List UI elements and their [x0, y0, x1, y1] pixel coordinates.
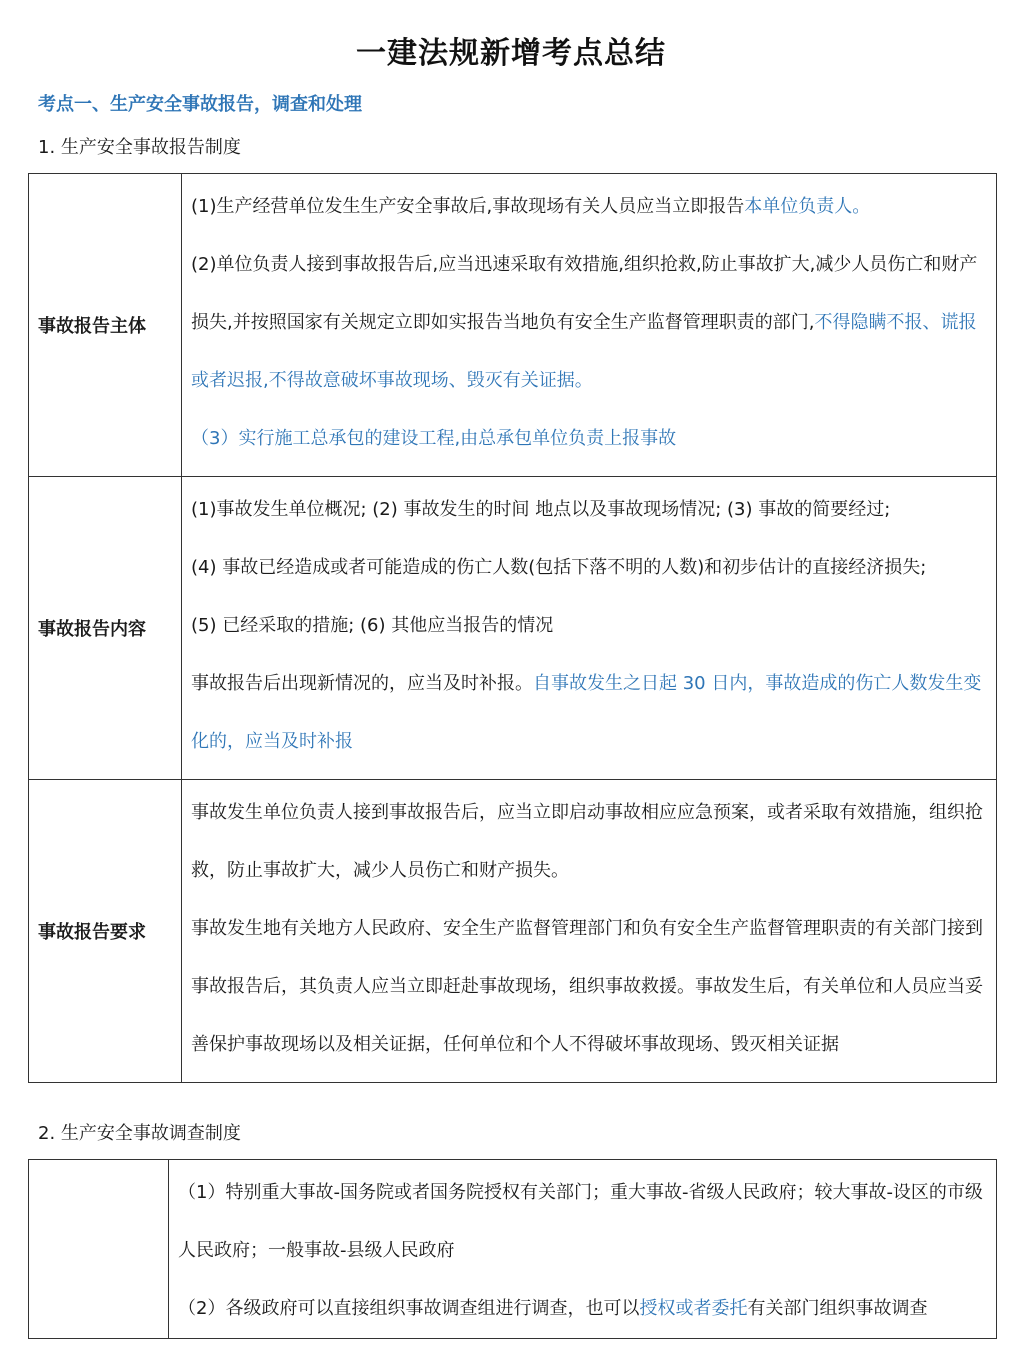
highlight-text: 不得隐瞒不报、谎报或者迟报,不得故意破坏事故现场、毁灭有关证据。	[191, 312, 977, 391]
paragraph: (4) 事故已经造成或者可能造成的伤亡人数(包括下落不明的人数)和初步估计的直接经济损失;	[191, 557, 927, 578]
row-content	[182, 477, 997, 780]
table-row	[29, 780, 997, 1083]
paragraph	[191, 178, 988, 236]
subsection-heading-investigation: 2. 生产安全事故调查制度	[38, 1123, 241, 1144]
paragraph: 事故发生单位负责人接到事故报告后，应当立即启动事故相应应急预案，或者采取有效措施，组织抢救，防止事故扩大，减少人员伤亡和财产损失。	[191, 802, 983, 881]
table-row	[29, 477, 997, 780]
text: （2）各级政府可以直接组织事故调查组进行调查，也可以	[178, 1298, 640, 1319]
highlight-text: 自事故发生之日起 30 日内，事故造成的伤亡人数发生变化的，应当及时补报	[191, 673, 982, 752]
subsection-heading-report: 1. 生产安全事故报告制度	[38, 137, 241, 158]
text: 事故报告后出现新情况的，应当及时补报。	[191, 673, 533, 694]
paragraph: （1）特别重大事故-国务院或者国务院授权有关部门；重大事故-省级人民政府；较大事故-设区的市级人民政府；一般事故-县级人民政府	[178, 1182, 983, 1261]
paragraph	[178, 1280, 988, 1338]
paragraph: (5) 已经采取的措施; (6) 其他应当报告的情况	[191, 615, 554, 636]
highlight-text: 授权或者委托	[639, 1298, 748, 1319]
paragraph: 事故发生地有关地方人民政府、安全生产监督管理部门和负有安全生产监督管理职责的有关部门接到事故报告后，其负责人应当立即赶赴事故现场，组织事故救援。事故发生后，有关单位和人员应当妥善保护事故现场以及相关证据，任何单位和个人不得破坏事故现场、毁灭相关证据	[191, 918, 983, 1055]
investigation-table	[28, 1159, 997, 1339]
table-row	[29, 174, 997, 477]
paragraph: (1)事故发生单位概况; (2) 事故发生的时间 地点以及事故现场情况; (3) 事故的简要经过;	[191, 499, 891, 520]
row-content	[182, 780, 997, 1083]
text: 有关部门组织事故调查	[747, 1298, 928, 1319]
paragraph	[191, 655, 988, 771]
table-row	[29, 1160, 997, 1339]
page-title: 一建法规新增考点总结	[356, 36, 666, 71]
section-heading: 考点一、生产安全事故报告，调查和处理	[38, 94, 362, 115]
row-label: 事故报告内容	[29, 477, 182, 780]
text: (2)单位负责人接到事故报告后,应当迅速采取有效措施,组织抢救,防止事故扩大,减少人员伤亡和财产损失,并按照国家有关规定立即如实报告当地负有安全生产监督管理职责的部门,	[191, 254, 978, 333]
text: (1)生产经营单位发生生产安全事故后,事故现场有关人员应当立即报告	[191, 196, 745, 217]
row-label	[29, 1160, 169, 1339]
row-label: 事故报告要求	[29, 780, 182, 1083]
paragraph	[191, 236, 988, 410]
report-system-table	[28, 173, 997, 1083]
row-label: 事故报告主体	[29, 174, 182, 477]
row-content	[182, 174, 997, 477]
highlight-text: 本单位负责人。	[744, 196, 871, 217]
row-content	[169, 1160, 997, 1339]
highlight-paragraph: （3）实行施工总承包的建设工程,由总承包单位负责上报事故	[191, 428, 677, 449]
